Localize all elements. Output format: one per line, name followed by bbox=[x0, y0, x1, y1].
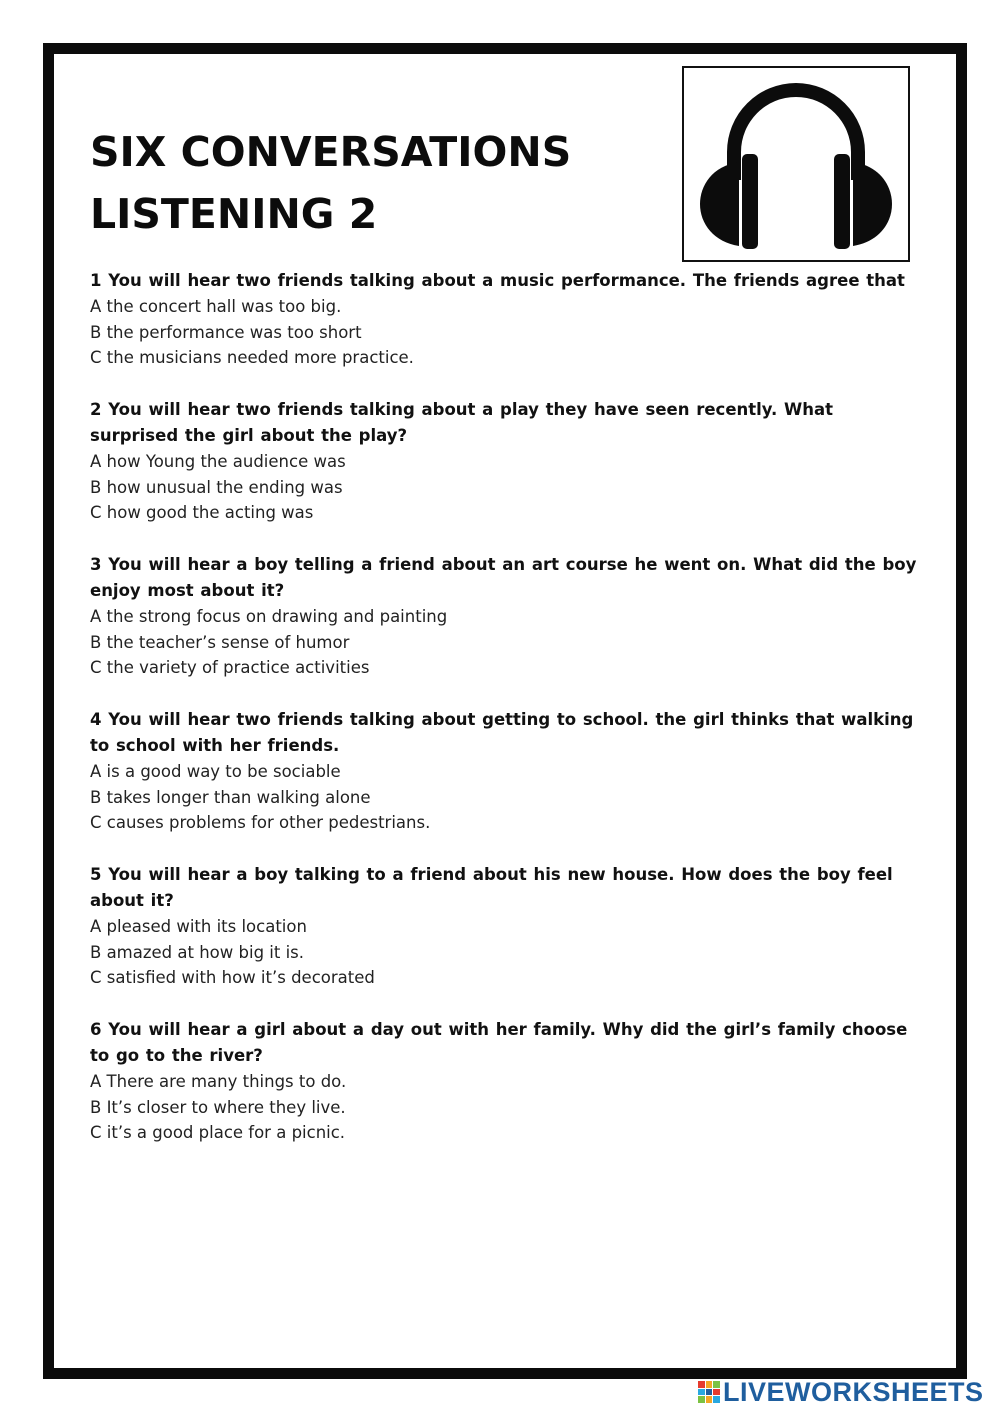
answer-option-b[interactable]: B amazed at how big it is. bbox=[90, 942, 305, 962]
question-prompt: 3 You will hear a boy telling a friend about an art course he went on. What did the boy enjoy most about it? bbox=[90, 555, 917, 600]
answer-option-a[interactable]: A There are many things to do. bbox=[90, 1071, 347, 1091]
worksheet-title-line2: LISTENING 2 bbox=[90, 190, 378, 238]
answer-option-c[interactable]: C it’s a good place for a picnic. bbox=[90, 1123, 346, 1143]
question-prompt: 1 You will hear two friends talking about a music performance. The friends agree that bbox=[90, 271, 905, 290]
question-3 bbox=[90, 552, 920, 681]
answer-option-b[interactable]: B the performance was too short bbox=[90, 322, 362, 342]
answer-option-c[interactable]: C the musicians needed more practice. bbox=[90, 348, 414, 368]
answer-option-a[interactable]: A is a good way to be sociable bbox=[90, 761, 341, 781]
liveworksheets-brand: LIVEWORKSHEETS bbox=[723, 1376, 984, 1407]
question-6 bbox=[90, 1017, 920, 1146]
question-prompt: 5 You will hear a boy talking to a friend about his new house. How does the boy feel about it? bbox=[90, 865, 893, 910]
headphones-icon bbox=[684, 68, 908, 260]
answer-option-c[interactable]: C the variety of practice activities bbox=[90, 658, 370, 678]
liveworksheets-footer[interactable] bbox=[698, 1376, 998, 1408]
answer-option-b[interactable]: B takes longer than walking alone bbox=[90, 787, 371, 807]
answer-option-a[interactable]: A how Young the audience was bbox=[90, 451, 346, 471]
answer-option-b[interactable]: B how unusual the ending was bbox=[90, 477, 343, 497]
question-prompt: 2 You will hear two friends talking about a play they have seen recently. What surprised the girl about the play? bbox=[90, 400, 834, 445]
answer-option-b[interactable]: B the teacher’s sense of humor bbox=[90, 632, 350, 652]
answer-option-c[interactable]: C satisfied with how it’s decorated bbox=[90, 968, 375, 988]
answer-option-a[interactable]: A pleased with its location bbox=[90, 916, 307, 936]
question-1 bbox=[90, 268, 920, 371]
liveworksheets-logo-icon bbox=[698, 1381, 720, 1403]
answer-option-c[interactable]: C causes problems for other pedestrians. bbox=[90, 813, 431, 833]
question-list bbox=[90, 268, 920, 1172]
question-2 bbox=[90, 397, 920, 526]
question-prompt: 6 You will hear a girl about a day out with her family. Why did the girl’s family choose to go to the river? bbox=[90, 1020, 908, 1065]
question-5 bbox=[90, 862, 920, 991]
answer-option-a[interactable]: A the concert hall was too big. bbox=[90, 296, 342, 316]
question-4 bbox=[90, 707, 920, 836]
worksheet-title-line1: SIX CONVERSATIONS bbox=[90, 128, 572, 176]
question-prompt: 4 You will hear two friends talking about getting to school. the girl thinks that walking to school with her friends. bbox=[90, 710, 914, 755]
answer-option-b[interactable]: B It’s closer to where they live. bbox=[90, 1097, 346, 1117]
answer-option-a[interactable]: A the strong focus on drawing and painting bbox=[90, 606, 448, 626]
answer-option-c[interactable]: C how good the acting was bbox=[90, 503, 314, 523]
headphones-image bbox=[682, 66, 910, 262]
